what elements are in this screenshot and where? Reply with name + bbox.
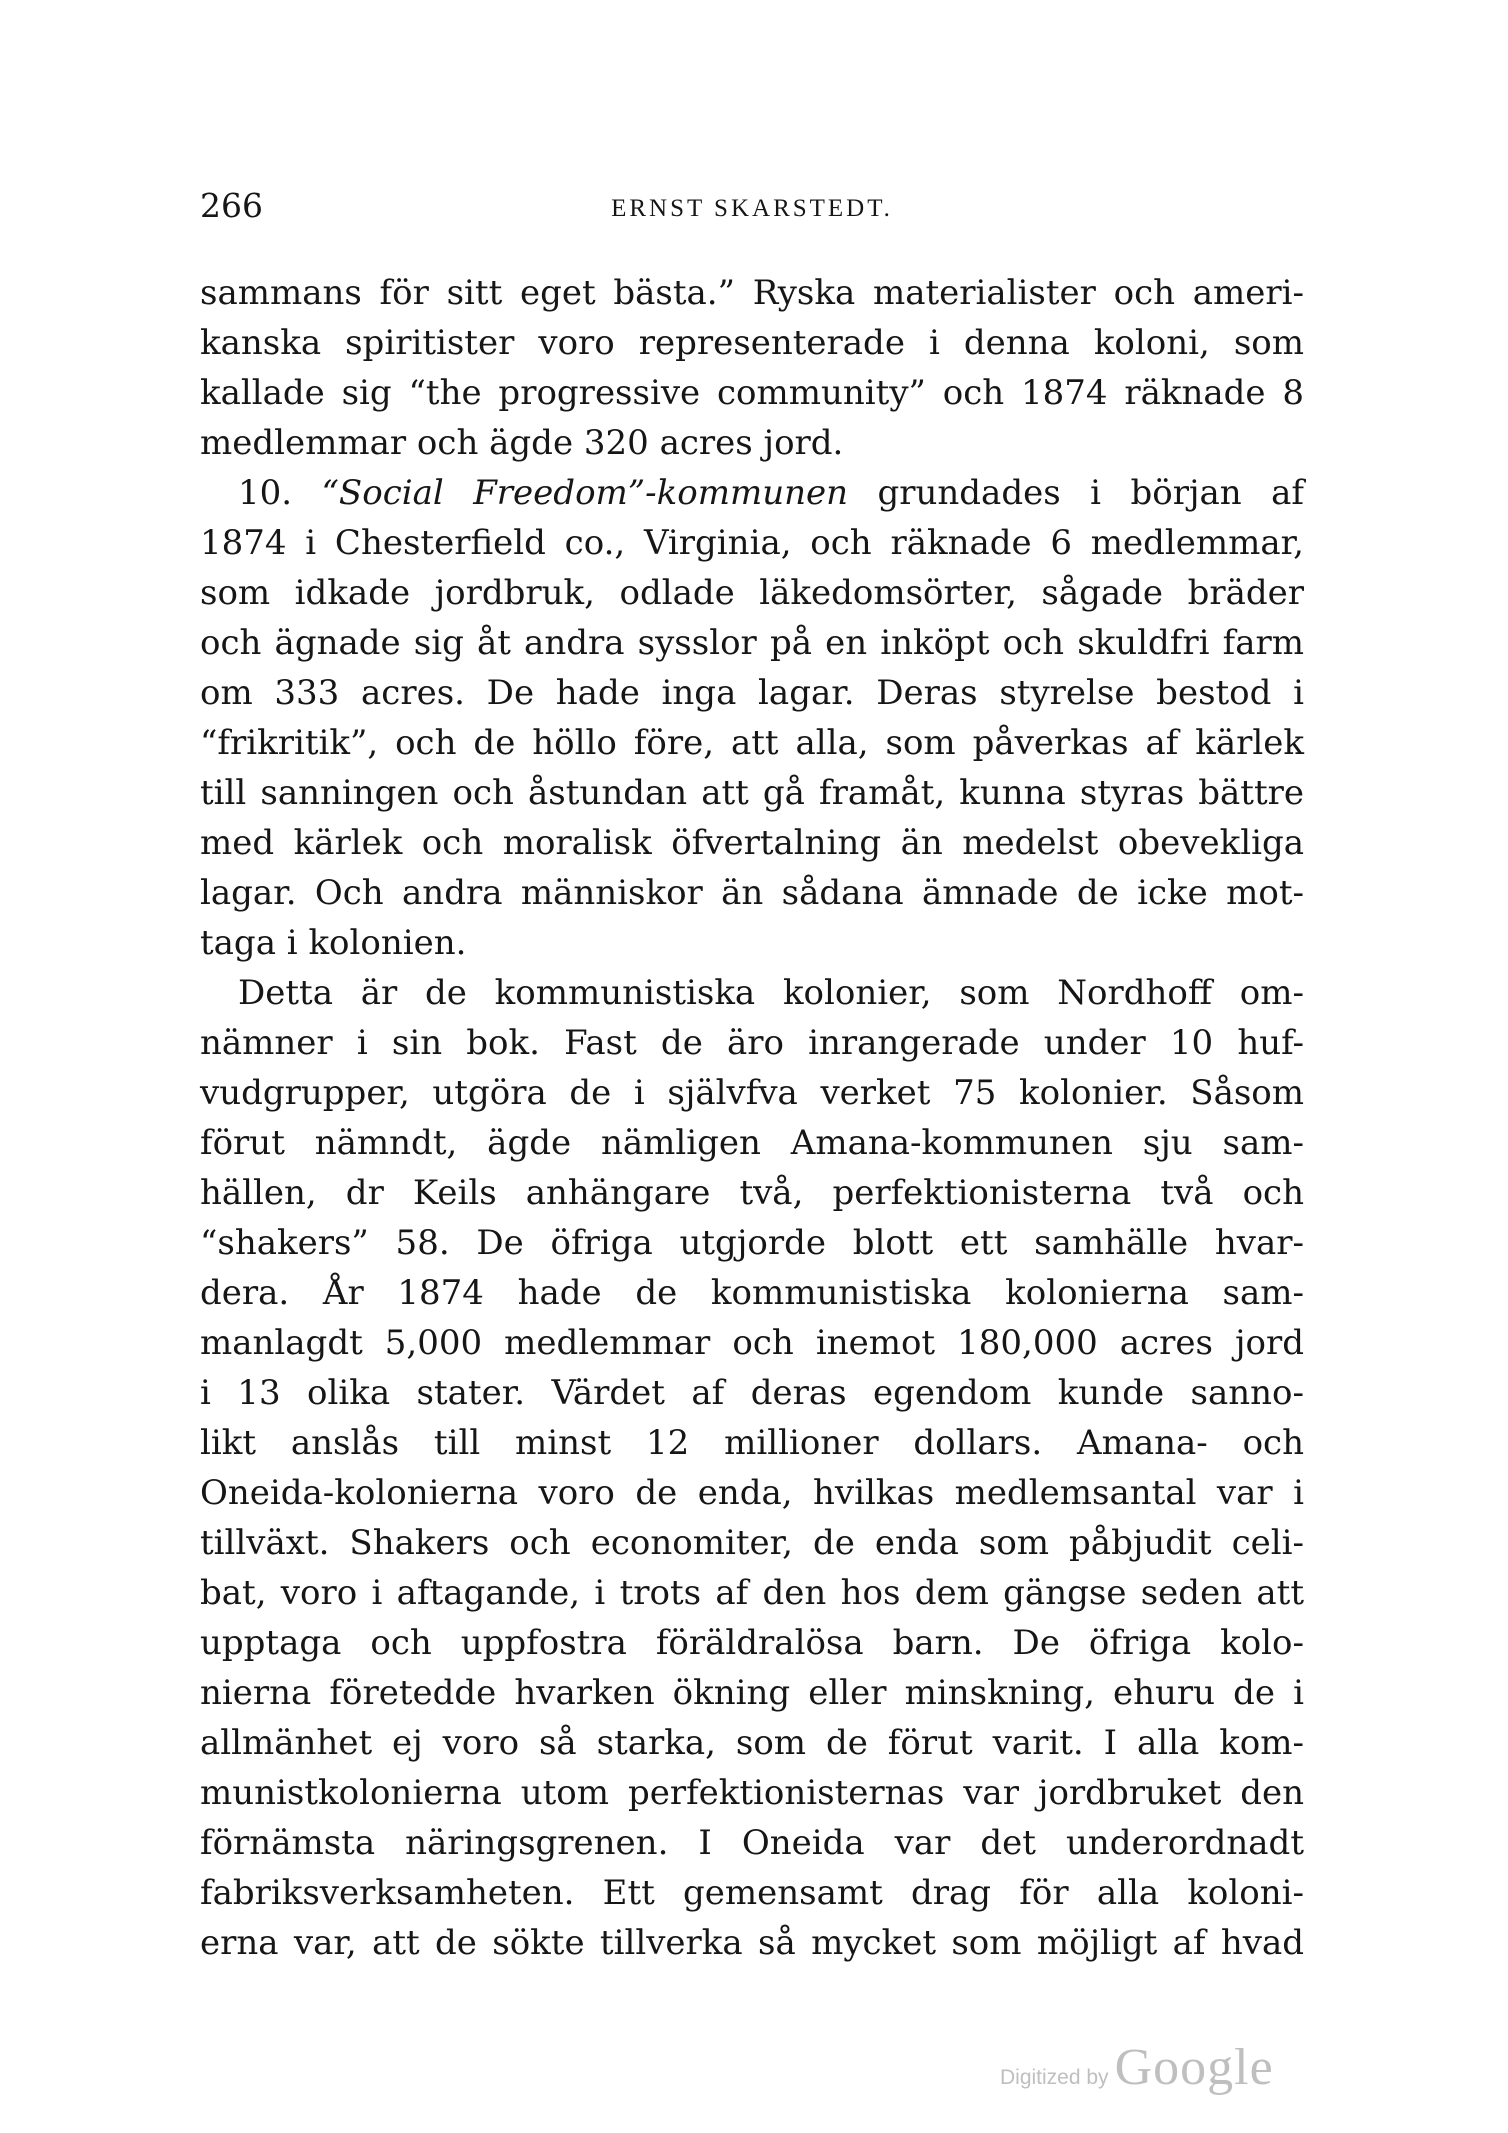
- text-line: i 13 olika stater. Värdet af deras egendom kunde sanno-: [200, 1373, 1304, 1413]
- text-line: fabriksverksamheten. Ett gemensamt drag för alla koloni-: [200, 1873, 1304, 1913]
- text-line: sammans för sitt eget bästa.” Ryska materialister och ameri-: [200, 273, 1304, 313]
- text-line: 1874 i Chesterfield co., Virginia, och räknade 6 medlemmar,: [200, 523, 1304, 563]
- text-line: hällen, dr Keils anhängare två, perfektionisterna två och: [200, 1173, 1304, 1213]
- text-fragment: grundades i början af: [877, 473, 1304, 513]
- text-line: förut nämndt, ägde nämligen Amana-kommunen sju sam-: [200, 1123, 1304, 1163]
- text-line: “shakers” 58. De öfriga utgjorde blott ett samhälle hvar-: [200, 1223, 1304, 1263]
- section-number: 10.: [238, 473, 293, 513]
- text-line: “frikritik”, och de höllo före, att alla, som påverkas af kärlek: [200, 723, 1304, 763]
- text-line: kanska spiritister voro representerade i denna koloni, som: [200, 323, 1304, 363]
- text-line: med kärlek och moralisk öfvertalning än medelst obevekliga: [200, 823, 1304, 863]
- text-line: dera. År 1874 hade de kommunistiska kolonierna sam-: [200, 1273, 1304, 1313]
- text-line: bat, voro i aftagande, i trots af den hos dem gängse seden att: [200, 1573, 1304, 1613]
- text-line: Oneida-kolonierna voro de enda, hvilkas medlemsantal var i: [200, 1473, 1304, 1513]
- body-text: [200, 268, 1304, 1968]
- text-line: erna var, att de sökte tillverka så mycket som möjligt af hvad: [200, 1923, 1304, 1963]
- text-line: nämner i sin bok. Fast de äro inrangerade under 10 huf-: [200, 1023, 1304, 1063]
- text-line: lagar. Och andra människor än sådana ämnade de icke mot-: [200, 873, 1304, 913]
- text-line: som idkade jordbruk, odlade läkedomsörter, sågade bräder: [200, 573, 1304, 613]
- text-line: förnämsta näringsgrenen. I Oneida var det underordnadt: [200, 1823, 1304, 1863]
- text-line: kallade sig “the progressive community” och 1874 räknade 8: [200, 373, 1304, 413]
- text-line: upptaga och uppfostra föräldralösa barn. De öfriga kolo-: [200, 1623, 1304, 1663]
- text-line: taga i kolonien.: [200, 923, 467, 963]
- page-number: 266: [200, 186, 263, 225]
- text-line: och ägnade sig åt andra sysslor på en inköpt och skuldfri farm: [200, 623, 1304, 663]
- paragraph-start-line: Detta är de kommunistiska kolonier, som Nordhoff om-: [238, 973, 1304, 1013]
- watermark-prefix: Digitized by: [1000, 2066, 1109, 2089]
- page-header: [200, 186, 1304, 238]
- paragraph-start-line: [200, 468, 1304, 518]
- commune-name: “Social Freedom”-kommunen: [321, 473, 849, 513]
- text-line: vudgrupper, utgöra de i självfva verket 75 kolonier. Såsom: [200, 1073, 1304, 1113]
- text-line: tillväxt. Shakers och economiter, de enda som påbjudit celi-: [200, 1523, 1304, 1563]
- digitized-by-watermark: [1000, 2038, 1320, 2098]
- running-head: ERNST SKARSTEDT.: [611, 195, 893, 222]
- text-line: manlagdt 5,000 medlemmar och inemot 180,000 acres jord: [200, 1323, 1304, 1363]
- text-line: allmänhet ej voro så starka, som de förut varit. I alla kom-: [200, 1723, 1304, 1763]
- text-line: om 333 acres. De hade inga lagar. Deras styrelse bestod i: [200, 673, 1304, 713]
- text-line: likt anslås till minst 12 millioner dollars. Amana- och: [200, 1423, 1304, 1463]
- text-line: medlemmar och ägde 320 acres jord.: [200, 423, 844, 463]
- text-line: till sanningen och åstundan att gå framåt, kunna styras bättre: [200, 773, 1304, 813]
- text-line: nierna företedde hvarken ökning eller minskning, ehuru de i: [200, 1673, 1304, 1713]
- google-logo: Google: [1114, 2039, 1274, 2096]
- text-line: munistkolonierna utom perfektionisternas var jordbruket den: [200, 1773, 1304, 1813]
